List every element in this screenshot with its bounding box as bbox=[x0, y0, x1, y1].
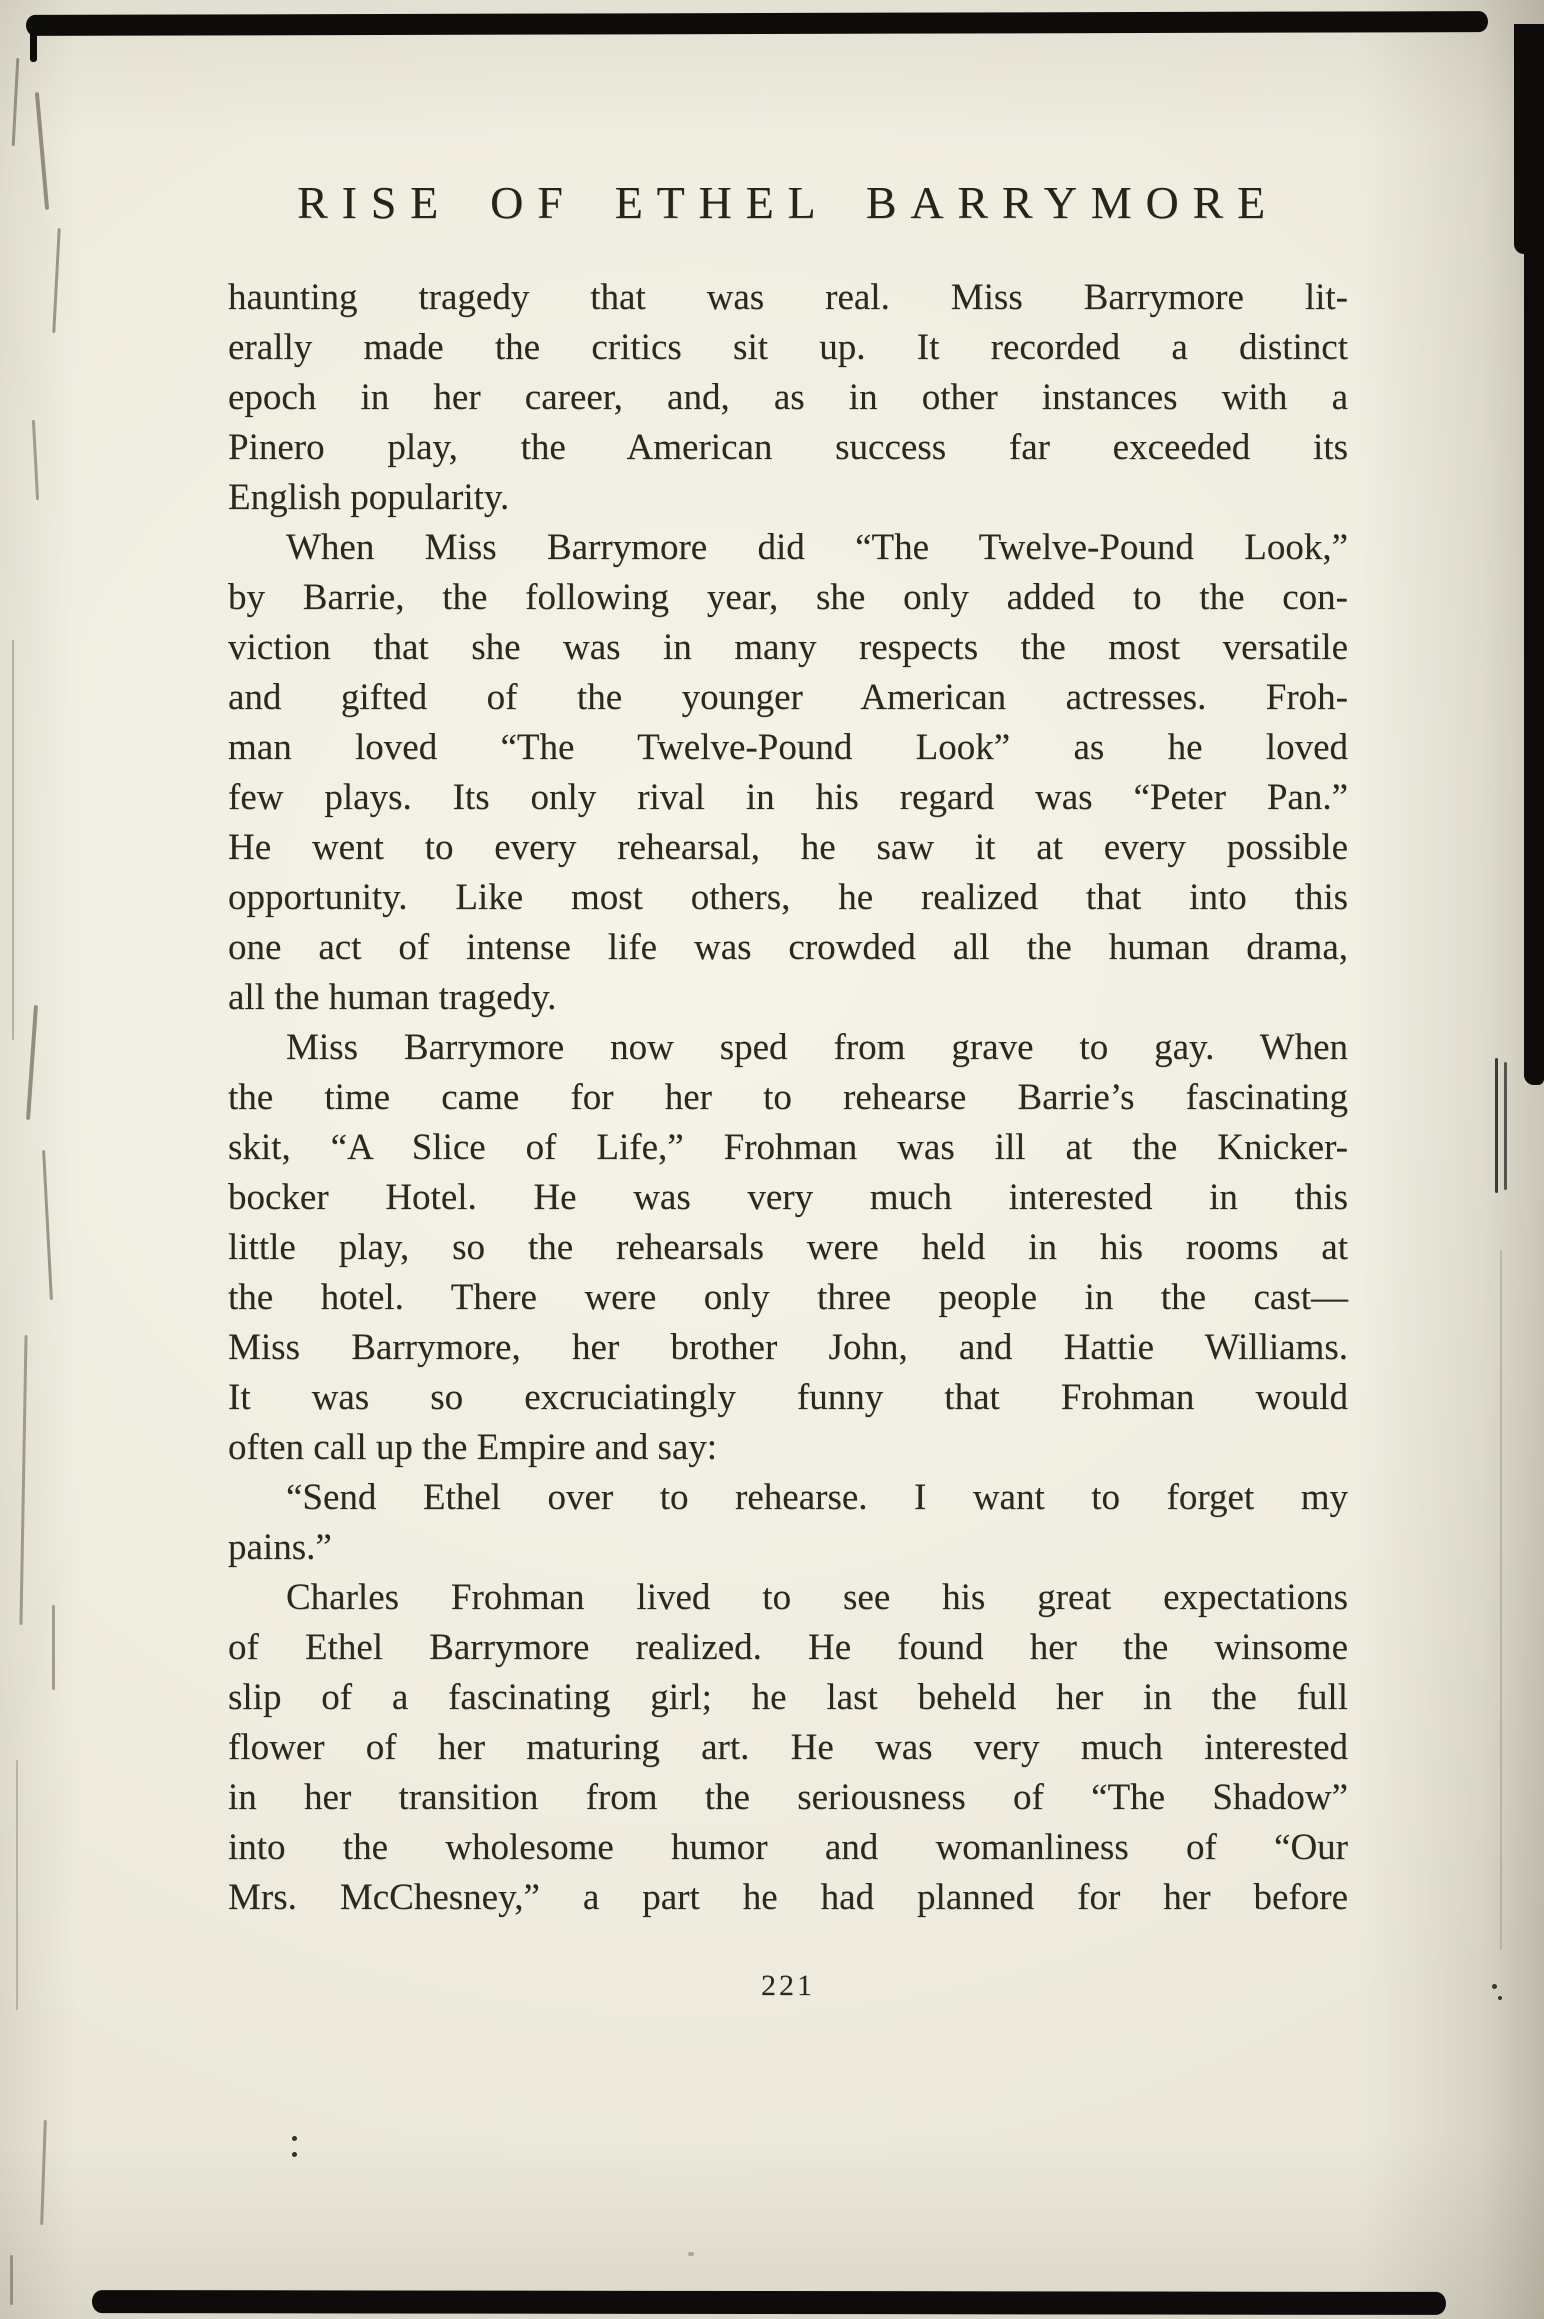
text-line: viction that she was in many respects the most versatile bbox=[228, 627, 1348, 668]
text-line: Mrs. McChesney,” a part he had planned for her before bbox=[228, 1877, 1348, 1918]
page-number: 221 bbox=[761, 1969, 815, 2002]
scan-artifact-left-4 bbox=[32, 420, 39, 500]
text-line: all the human tragedy. bbox=[228, 977, 557, 1018]
scan-artifact-left-5 bbox=[12, 640, 14, 1040]
text-line: in her transition from the seriousness of “The Shadow” bbox=[228, 1777, 1348, 1818]
scan-artifact-left-6 bbox=[26, 1005, 38, 1120]
scan-artifact-left-3 bbox=[52, 228, 60, 333]
scan-artifact-colon-dot-1 bbox=[292, 2136, 297, 2141]
scan-artifact-left-7 bbox=[42, 1150, 53, 1300]
scan-artifact-left-12 bbox=[10, 2255, 13, 2305]
text-line: one act of intense life was crowded all the human drama, bbox=[228, 927, 1348, 968]
text-line: the time came for her to rehearse Barrie’s fascinating bbox=[228, 1077, 1348, 1118]
page-title: RISE OF ETHEL BARRYMORE bbox=[297, 177, 1279, 228]
text-line: man loved “The Twelve-Pound Look” as he loved bbox=[228, 727, 1348, 768]
scan-artifact-right-line-2 bbox=[1504, 1062, 1507, 1190]
scan-artifact-right-dot-1 bbox=[1492, 1984, 1497, 1989]
text-line: He went to every rehearsal, he saw it at every possible bbox=[228, 827, 1348, 868]
scan-artifact-right-line-1 bbox=[1495, 1058, 1498, 1193]
scan-artifact-left-10 bbox=[16, 1760, 18, 2010]
paragraph bbox=[228, 1473, 1348, 1573]
paragraph bbox=[228, 1023, 1348, 1473]
text-block bbox=[228, 273, 1348, 1923]
text-line: When Miss Barrymore did “The Twelve-Pound Look,” bbox=[286, 527, 1348, 568]
text-line: into the wholesome humor and womanliness of “Our bbox=[228, 1827, 1348, 1868]
text-line: erally made the critics sit up. It recorded a distinct bbox=[228, 327, 1348, 368]
paragraph bbox=[228, 1573, 1348, 1923]
text-line: of Ethel Barrymore realized. He found her the winsome bbox=[228, 1627, 1348, 1668]
text-line: epoch in her career, and, as in other instances with a bbox=[228, 377, 1348, 418]
text-column bbox=[228, 176, 1348, 2003]
scan-artifact-left-9 bbox=[52, 1605, 55, 1690]
text-line: few plays. Its only rival in his regard was “Peter Pan.” bbox=[228, 777, 1348, 818]
text-line: and gifted of the younger American actresses. Froh- bbox=[228, 677, 1348, 718]
scan-artifact-colon-dot-2 bbox=[292, 2152, 297, 2157]
text-line: by Barrie, the following year, she only added to the con- bbox=[228, 577, 1348, 618]
text-line: often call up the Empire and say: bbox=[228, 1427, 718, 1468]
text-line: Charles Frohman lived to see his great expectations bbox=[286, 1577, 1348, 1618]
text-line: bocker Hotel. He was very much interested in this bbox=[228, 1177, 1348, 1218]
scan-artifact-top-left-tick bbox=[30, 16, 37, 62]
scan-artifact-right-band bbox=[1524, 240, 1544, 1085]
text-line: Pinero play, the American success far exceeded its bbox=[228, 427, 1348, 468]
text-line: little play, so the rehearsals were held in his rooms at bbox=[228, 1227, 1348, 1268]
paragraph bbox=[228, 273, 1348, 523]
scan-artifact-bottom-bar bbox=[92, 2290, 1446, 2315]
scan-artifact-left-11 bbox=[40, 2120, 47, 2225]
text-line: Miss Barrymore now sped from grave to gay. When bbox=[286, 1027, 1348, 1068]
text-line: haunting tragedy that was real. Miss Barrymore lit- bbox=[228, 277, 1348, 318]
scan-artifact-left-2 bbox=[35, 92, 49, 210]
scan-artifact-right-dot-2 bbox=[1498, 1996, 1502, 2000]
text-line: pains.” bbox=[228, 1527, 332, 1568]
text-line: Miss Barrymore, her brother John, and Hattie Williams. bbox=[228, 1327, 1348, 1368]
scan-artifact-right-band-top bbox=[1514, 24, 1544, 254]
scan-artifact-right-fold-line bbox=[1500, 1250, 1502, 1950]
text-line: skit, “A Slice of Life,” Frohman was ill at the Knicker- bbox=[228, 1127, 1348, 1168]
scan-artifact-left-1 bbox=[12, 58, 20, 146]
text-line: English popularity. bbox=[228, 477, 510, 518]
scan-artifact-left-8 bbox=[19, 1335, 27, 1625]
text-line: It was so excruciatingly funny that Frohman would bbox=[228, 1377, 1348, 1418]
text-line: slip of a fascinating girl; he last beheld her in the full bbox=[228, 1677, 1348, 1718]
scan-artifact-speck bbox=[688, 2252, 694, 2256]
text-line: flower of her maturing art. He was very much interested bbox=[228, 1727, 1348, 1768]
scan-artifact-top-bar bbox=[26, 11, 1488, 36]
paragraph bbox=[228, 523, 1348, 1023]
text-line: opportunity. Like most others, he realized that into this bbox=[228, 877, 1348, 918]
text-line: “Send Ethel over to rehearse. I want to forget my bbox=[286, 1477, 1348, 1518]
text-line: the hotel. There were only three people in the cast— bbox=[228, 1277, 1348, 1318]
